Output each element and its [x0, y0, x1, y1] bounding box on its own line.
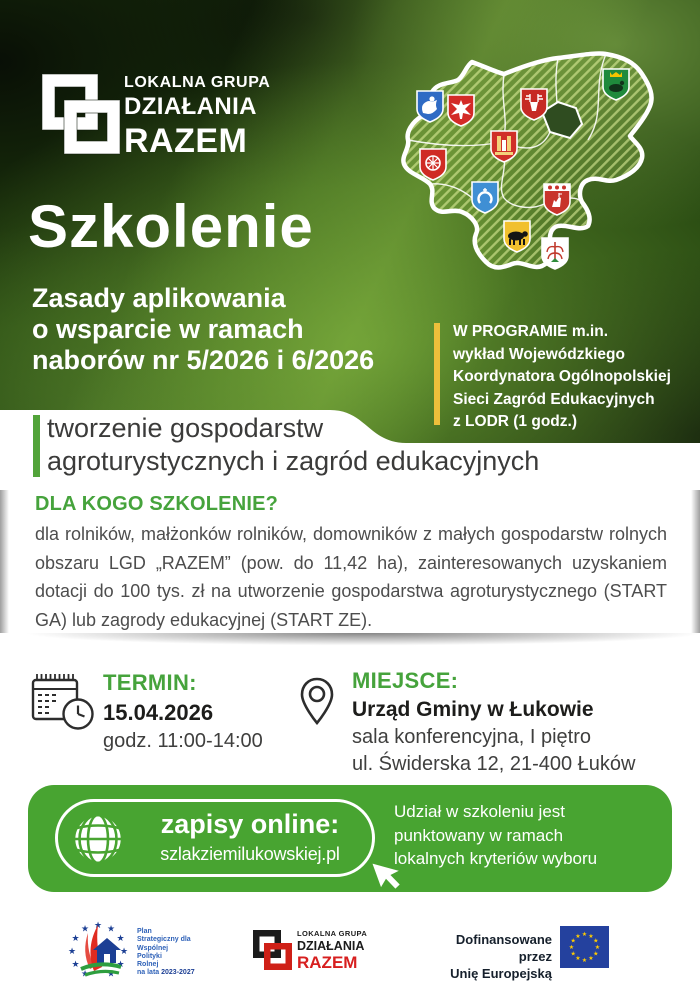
- map-shield-eagle: [448, 95, 474, 126]
- location-pin-icon: [299, 676, 335, 732]
- svg-text:★: ★: [594, 944, 601, 951]
- subtitle: [32, 283, 374, 376]
- svg-text:★: ★: [575, 932, 581, 940]
- plan-line2: Strategiczny dla: [137, 936, 191, 944]
- map-shield-goat-ornament: [542, 238, 568, 269]
- topic-line1: tworzenie gospodarstw: [47, 413, 324, 443]
- subtitle-line3: naborów nr 5/2026 i 6/2026: [32, 345, 375, 375]
- eu-funding-text: [420, 931, 552, 982]
- plan-line5: Rolnej: [137, 961, 159, 969]
- miejsce-venue: Urząd Gminy w Łukowie: [352, 698, 594, 721]
- signup-url[interactable]: szlakziemilukowskiej.pl: [160, 844, 340, 864]
- svg-text:★: ★: [71, 960, 80, 970]
- map-shield-wheel: [420, 149, 446, 180]
- svg-text:★: ★: [570, 950, 576, 958]
- termin-time: godz. 11:00-14:00: [103, 730, 263, 752]
- lgd-logo-line1: LOKALNA GRUPA: [124, 74, 271, 91]
- lgd-small-line2: DZIAŁANIA: [297, 939, 365, 953]
- eu-funding-line2: Unię Europejską: [450, 966, 552, 981]
- lgd-logo-small-icon: [252, 929, 292, 971]
- miejsce-block: [352, 668, 636, 776]
- globe-icon: [71, 812, 125, 866]
- plan-years: 2023-2027: [161, 969, 195, 977]
- miejsce-label: MIEJSCE:: [352, 668, 459, 693]
- page-title: Szkolenie: [28, 193, 314, 260]
- svg-text:★: ★: [93, 921, 103, 931]
- signup-note-line1: Udział w szkoleniu jest: [394, 802, 566, 821]
- map-shield-crowned-deer: [603, 69, 629, 100]
- plan-strategiczny-text: [137, 928, 195, 978]
- target-audience-heading: DLA KOGO SZKOLENIE?: [35, 493, 279, 515]
- card-edge-shadow-left: [0, 490, 9, 633]
- target-audience-paragraph: dla rolników, małżonków rolników, domowników z małych gospodarstw rolnych obszaru LGD „RAZEM” (pow. do 11,42 ha), zainteresowanych uzyskaniem dotacji do 100 tys. zł na utworzenie gospodarstwa agroturystycznego (START GA) lub zagrody edukacyjnej (START ZE).: [35, 524, 667, 630]
- signup-note-line2: punktowany w ramach: [394, 825, 564, 845]
- termin-block: [103, 670, 263, 753]
- map-shield-tower-columns: [491, 131, 517, 162]
- subtitle-line1: Zasady aplikowania: [32, 283, 286, 313]
- map-shield-bear: [504, 221, 530, 252]
- program-line5: z LODR (1 godz.): [453, 413, 577, 430]
- subtitle-line2: o wsparcie w ramach: [32, 314, 304, 344]
- program-line2: wykład Wojewódzkiego: [453, 345, 625, 363]
- plan-line1: Plan: [137, 928, 152, 935]
- svg-text:★: ★: [116, 960, 125, 970]
- plan-line3: Wspólnej: [137, 944, 169, 952]
- plan-years-prefix: na lata: [137, 969, 162, 977]
- miejsce-room: sala konferencyjna, I piętro: [352, 726, 592, 748]
- lgd-logo-line2: DZIAŁANIA: [124, 93, 257, 120]
- map-shield-horseshoe: [472, 182, 498, 213]
- eu-funding-line1: Dofinansowane przez: [455, 932, 552, 964]
- signup-box: [28, 785, 672, 892]
- plan-line4: Polityki: [137, 952, 162, 960]
- termin-label: TERMIN:: [103, 670, 197, 695]
- program-line4: Sieci Zagród Edukacyjnych: [453, 390, 655, 408]
- lgd-logo-icon: [40, 72, 120, 156]
- map-shield-deer-and-roses: [544, 184, 570, 215]
- svg-text:★: ★: [593, 937, 599, 945]
- svg-text:★: ★: [588, 932, 594, 940]
- program-line3: Koordynatora Ogólnopolskiej: [453, 368, 671, 385]
- svg-text:★: ★: [570, 937, 576, 945]
- eu-flag-icon: [560, 926, 609, 968]
- lgd-logo-line3: RAZEM: [124, 122, 248, 160]
- region-map: [392, 48, 666, 284]
- signup-pill[interactable]: [55, 799, 375, 877]
- lgd-small-line1: LOKALNA GRUPA: [297, 929, 368, 938]
- lgd-logo-small-wordmark: [297, 929, 367, 973]
- signup-heading: zapisy online:: [160, 809, 340, 839]
- svg-text:★: ★: [119, 947, 129, 957]
- svg-text:★: ★: [581, 957, 588, 964]
- program-line1: W PROGRAMIE m.in.: [453, 323, 608, 340]
- program-yellow-bar: [434, 323, 440, 425]
- svg-text:★: ★: [593, 950, 599, 958]
- svg-text:★: ★: [106, 924, 116, 935]
- signup-note-line3: lokalnych kryteriów wyboru: [394, 849, 598, 868]
- svg-text:★: ★: [106, 969, 116, 980]
- svg-text:★: ★: [581, 931, 588, 938]
- topic-banner: [33, 412, 539, 478]
- plan-years-line: [137, 969, 195, 977]
- plan-strategiczny-logo-icon: [68, 919, 132, 983]
- signup-note: [394, 800, 597, 871]
- calendar-clock-icon: [30, 672, 98, 734]
- card-edge-shadow-right: [691, 490, 700, 633]
- svg-text:★: ★: [68, 947, 77, 957]
- svg-text:★: ★: [575, 955, 581, 963]
- svg-text:★: ★: [71, 934, 80, 944]
- lgd-logo-wordmark: [124, 74, 270, 161]
- svg-text:★: ★: [116, 934, 125, 944]
- svg-text:★: ★: [588, 955, 594, 963]
- svg-text:★: ★: [568, 944, 575, 951]
- svg-text:★: ★: [80, 969, 90, 980]
- svg-text:★: ★: [80, 924, 90, 935]
- map-shield-deer-head: [521, 89, 547, 120]
- miejsce-address: ul. Świderska 12, 21-400 Łuków: [352, 753, 636, 775]
- topic-banner-green-bar: [33, 415, 40, 477]
- topic-line2: agroturystycznych i zagród edukacyjnych: [47, 446, 540, 476]
- termin-date: 15.04.2026: [103, 700, 214, 725]
- lgd-small-line3: RAZEM: [297, 953, 358, 972]
- card-shadow: [0, 633, 700, 649]
- map-shield-rooster: [417, 91, 443, 122]
